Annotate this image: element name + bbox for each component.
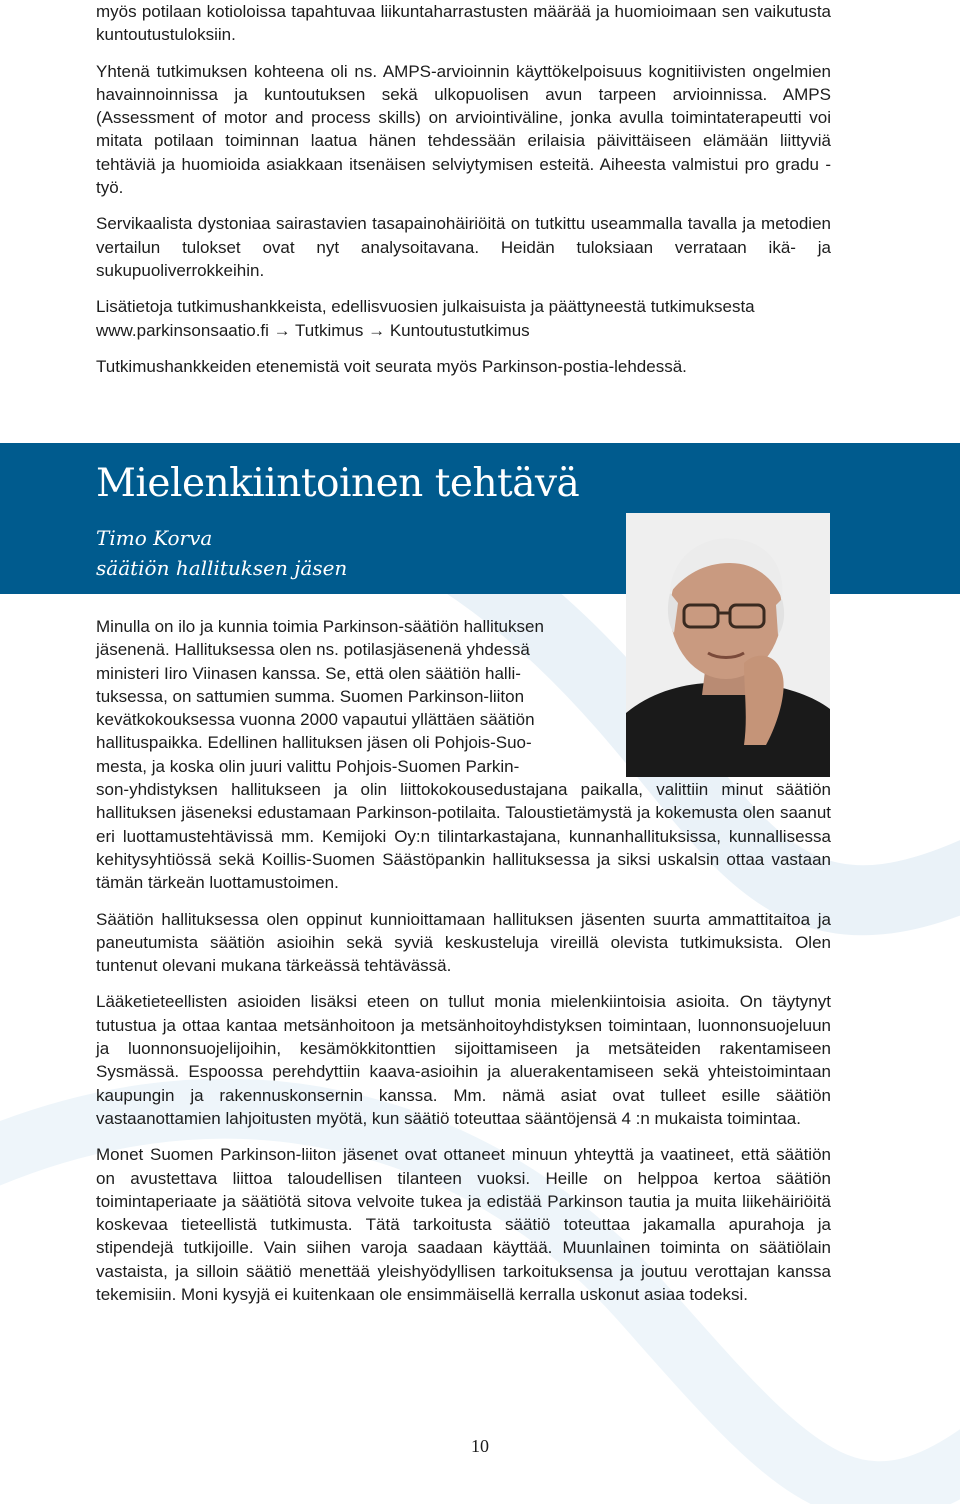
intro-line: ministeri Iiro Viinasen kanssa. Se, että olen säätiön halli- bbox=[96, 663, 521, 683]
article-text-block bbox=[96, 615, 831, 1319]
intro-line: jäsenenä. Hallituksessa olen ns. potilasjäsenenä yhdessä bbox=[96, 640, 530, 660]
intro-line: Minulla on ilo ja kunnia toimia Parkinson-säätiön hallituksen bbox=[96, 617, 544, 636]
paragraph-7: Lääketieteellisten asioiden lisäksi eteen on tullut monia mielenkiintoisia asioita. On täytynyt tutustua ja ottaa kantaa metsänhoitoon ja metsänhoitoyhdistyksen toimintaan, luonnonsuojeluun ja luonnonsuojelijoihin, kesämökkitonttien sijoittamiseen ja metsäteiden rakentamiseen Sysmässä. Espoossa perehdyttiin kaava-asioihin ja aluerakentamiseen sekä yhteistoimintaan kaupungin ja rakennuskonsernin kanssa. Mm. nämä asiat ovat tulleet esille säätiön vastaanottamien lahjoitusten myötä, kun säätiö toteuttaa sääntöjensä 4 :n mukaista toimintaa. bbox=[96, 992, 831, 1128]
intro-line: mesta, ja koska olin juuri valittu Pohjois-Suomen Parkin- bbox=[96, 756, 520, 776]
paragraph-8: Monet Suomen Parkinson-liiton jäsenet ovat ottaneet minuun yhteyttä ja vaatineet, että säätiön on avustettava liittoa taloudellisen tilanteen vuoksi. Heille on helppoa kertoa säätiön toimintaperiaate ja säätiötä sitova velvoite tukea ja edistää Parkinson tautia ja muita liikehäiriöitä koskevaa tieteellistä tutkimusta. Tätä tarkoitusta säätiö toteuttaa jakamalla apurahoja ja stipendejä tutkijoille. Vain siihen varoja saadaan käyttää. Muunlainen toiminta on säätiölain vastaista, ja silloin säätiö menettää yleishyödyllisen tarkoituksensa ja joutuu verottajan kanssa tekemisiin. Moni kysyjä ei kuitenkaan ole ensimmäisellä kerralla uskonut asiaa todeksi. bbox=[96, 1145, 831, 1305]
paragraph-2: Yhtenä tutkimuksen kohteena oli ns. AMPS-arvioinnin käyttökelpoisuus kognitiivisten ongelmien havainnoinnissa ja kuntoutuksen sekä ulkopuolisen avun tarpeen arvioinnissa. AMPS (Assessment of motor and process skills) on arviointiväline, jonka avulla toimintaterapeutti voi mitata potilaan toiminnan laatua hänen tehdessään erilaisia päivittäiseen elämään liittyviä tehtäviä ja huomioida asiakkaan itsenäisen selviytymisen esteitä. Aiheesta valmistui pro gradu -työ. bbox=[96, 61, 831, 198]
intro-wrapped-lines bbox=[96, 615, 831, 778]
intro-line: hallituspaikka. Edellinen hallituksen jäsen oli Pohjois-Suo- bbox=[96, 733, 532, 753]
paragraph-5: Tutkimushankkeiden etenemistä voit seurata myös Parkinson-postia-lehdessä. bbox=[96, 356, 687, 376]
intro-line: tuksessa, on sattumien summa. Suomen Parkinson-liiton bbox=[96, 686, 525, 706]
page-number: 10 bbox=[471, 1436, 489, 1456]
intro-paragraph-continued: son-yhdistyksen hallitukseen ja olin liittokokousedustajana paikalla, valittiin minut säätiön hallituksen jäseneksi edustamaan Parkinson-potilaita. Taloustietämystä ja kokemusta olen saanut eri luottamustehtävissä mm. Kemijoki Oy:n tilintarkastajana, kunnanhallituksissa, kunnallisessa kehitysyhtiössä sekä Koillis-Suomen Säästöpankin hallituksessa ja siksi uskalsin ottaa vastaan tämän tärkeän luottamustoimen. bbox=[96, 780, 831, 893]
author-role: säätiön hallituksen jäsen bbox=[96, 556, 348, 580]
author-block bbox=[96, 523, 347, 583]
paragraph-3: Servikaalista dystoniaa sairastavien tasapainohäiriöitä on tutkittu useammalla tavalla ja metodien vertailun tulokset ovat nyt analysoitavana. Heidän tuloksiaan verrataan ikä- ja sukupuoliverrokkeihin. bbox=[96, 214, 831, 280]
top-text-block bbox=[96, 0, 831, 391]
author-name: Timo Korva bbox=[96, 526, 213, 550]
paragraph-6: Säätiön hallituksessa olen oppinut kunnioittamaan hallituksen jäsenten suurta ammattitaitoa ja paneutumista säätiön asioihin sekä syviä keskusteluja vireillä olevista tutkimuksista. Olen tuntenut olevani mukana tärkeässä tehtävässä. bbox=[96, 909, 831, 976]
section-title: Mielenkiintoinen tehtävä bbox=[96, 461, 580, 506]
paragraph-4: Lisätietoja tutkimushankkeista, edellisvuosien julkaisuista ja päättyneestä tutkimuksesta www.parkinsonsaatio.fi → Tutkimus → Kuntoutustutkimus bbox=[96, 297, 755, 340]
intro-line: kevätkokouksessa vuonna 2000 vapautui yllättäen säätiön bbox=[96, 710, 535, 730]
paragraph-1: myös potilaan kotioloissa tapahtuvaa liikuntaharrastusten määrää ja huomioimaan sen vaikutusta kuntoutustuloksiin. bbox=[96, 2, 831, 45]
